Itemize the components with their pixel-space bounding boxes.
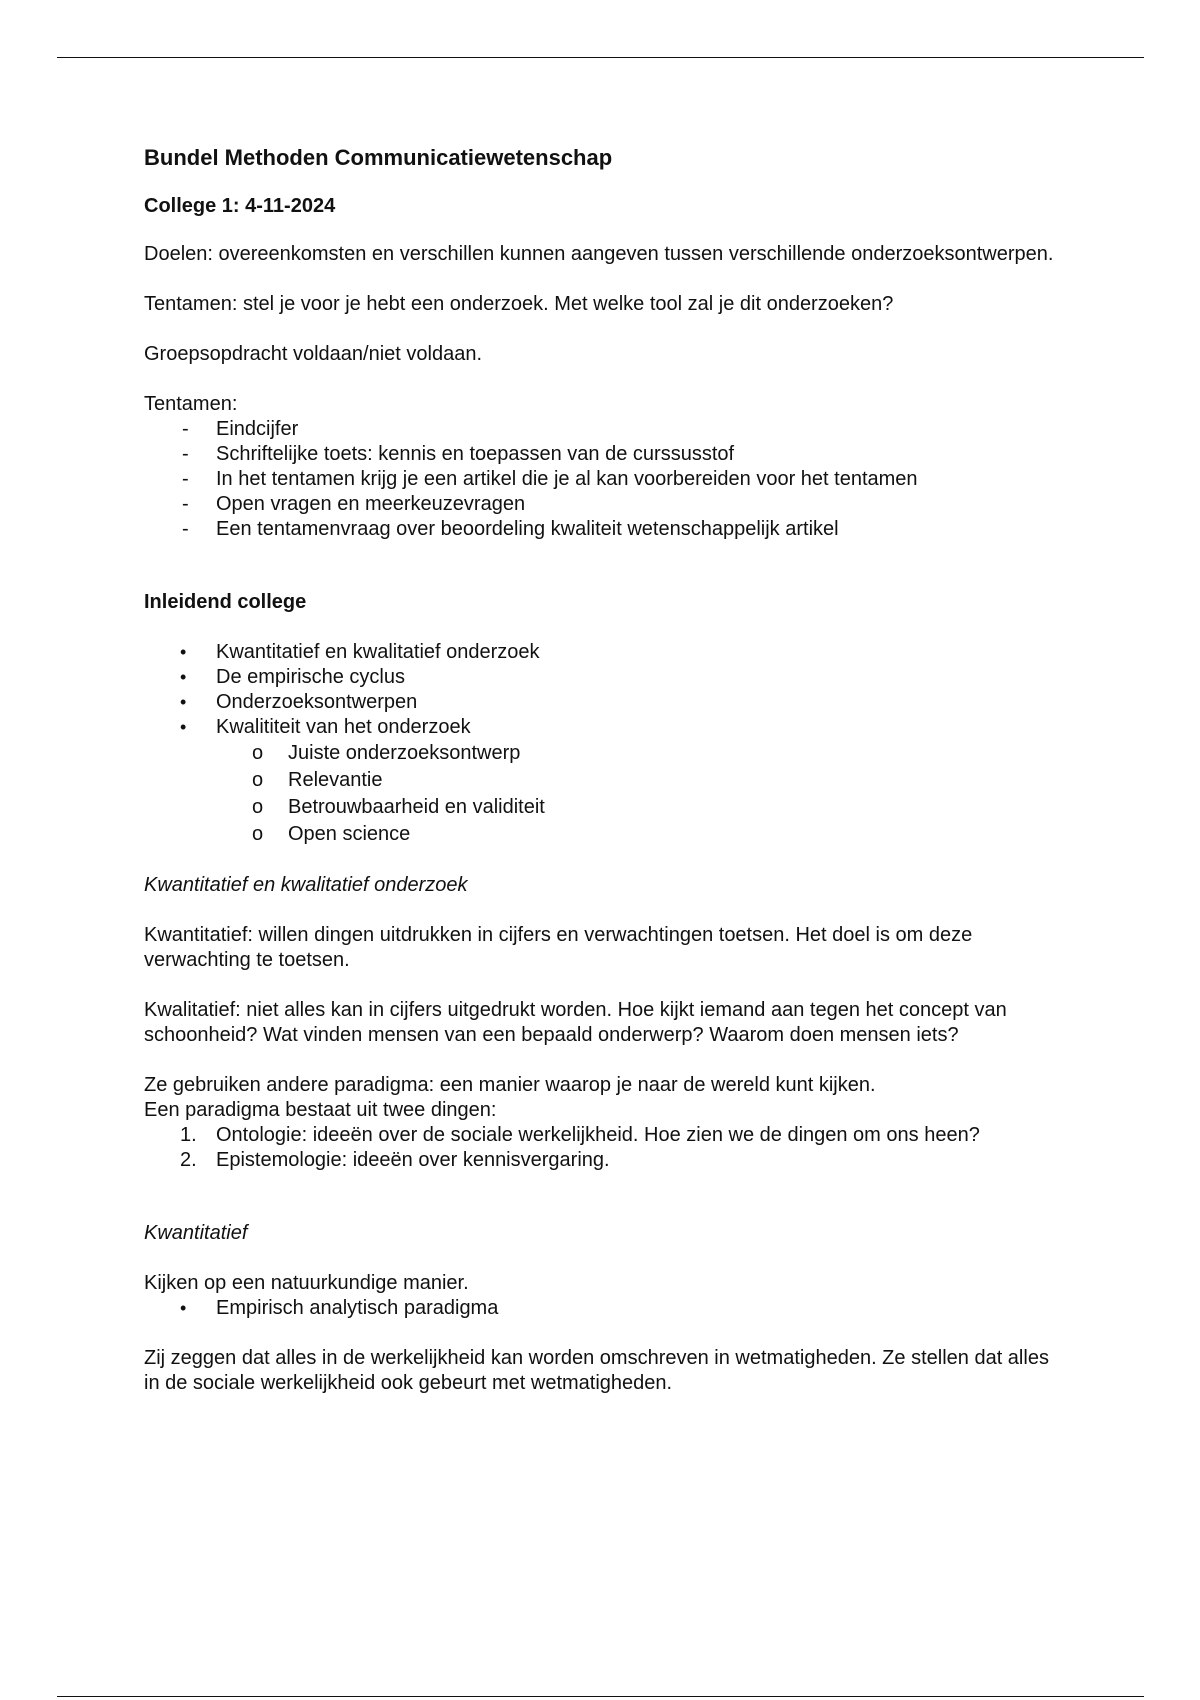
list-item: - Eindcijfer (182, 418, 299, 440)
number-marker: 2. (180, 1149, 197, 1171)
list-item: • Empirisch analytisch paradigma (180, 1297, 499, 1319)
doelen-paragraph: Doelen: overeenkomsten en verschillen kunnen aangeven tussen verschillende onderzoeksontwerpen. (144, 243, 1054, 265)
list-item: • Kwalititeit van het onderzoek (180, 716, 471, 738)
document-body (144, 144, 1064, 1421)
dash-marker: - (182, 418, 189, 440)
college-heading: College 1: 4-11-2024 (144, 195, 336, 217)
natuurkundig-line: Kijken op een natuurkundige manier. (144, 1272, 469, 1294)
list-item: • Kwantitatief en kwalitatief onderzoek (180, 641, 540, 663)
bullet-marker: • (180, 667, 187, 687)
footer-rule (57, 1696, 1144, 1697)
list-item: - Schriftelijke toets: kennis en toepassen van de curssusstof (182, 443, 735, 465)
kwantitatief-paragraph: Kwantitatief: willen dingen uitdrukken in cijfers en verwachtingen toetsen. Het doel is om deze verwachting te toetsen. (144, 924, 973, 971)
paradigma-line-2: Een paradigma bestaat uit twee dingen: (144, 1099, 497, 1121)
list-item: o Juiste onderzoeksontwerp (144, 740, 1064, 767)
inleidend-list (144, 640, 1064, 740)
number-marker: 1. (180, 1124, 197, 1146)
list-item: o Betrouwbaarheid en validiteit (144, 794, 1064, 821)
header-rule (57, 57, 1144, 58)
sub-marker: o (252, 823, 264, 845)
list-item: • De empirische cyclus (180, 666, 405, 688)
list-item: - Een tentamenvraag over beoordeling kwaliteit wetenschappelijk artikel (182, 518, 839, 540)
sub-marker: o (252, 796, 264, 818)
wetmatigheden-paragraph: Zij zeggen dat alles in de werkelijkheid kan worden omschreven in wetmatigheden. Ze stellen dat alles in de sociale werkelijkheid ook gebeurt met wetmatigheden. (144, 1347, 1049, 1394)
tentamen-list (144, 417, 1064, 542)
paradigma-line-1: Ze gebruiken andere paradigma: een manier waarop je naar de wereld kunt kijken. (144, 1074, 876, 1096)
sub-marker: o (252, 742, 264, 764)
sub-marker: o (252, 769, 264, 791)
list-item: - In het tentamen krijg je een artikel die je al kan voorbereiden voor het tentamen (182, 468, 918, 490)
list-item: o Open science (144, 821, 1064, 848)
section-heading-kwantitatief: Kwantitatief (144, 1222, 248, 1244)
tentamen-intro-paragraph: Tentamen: stel je voor je hebt een onderzoek. Met welke tool zal je dit onderzoeken? (144, 293, 894, 315)
list-item: 1. Ontologie: ideeën over de sociale werkelijkheid. Hoe zien we de dingen om ons heen? (180, 1124, 980, 1146)
dash-marker: - (182, 468, 189, 490)
list-item: - Open vragen en meerkeuzevragen (182, 493, 526, 515)
kwalitatief-paragraph: Kwalitatief: niet alles kan in cijfers uitgedrukt worden. Hoe kijkt iemand aan tegen het concept van schoonheid? Wat vinden mensen van een bepaald onderwerp? Waarom doen mensen iets? (144, 999, 1007, 1046)
bullet-marker: • (180, 642, 187, 662)
list-item: • Onderzoeksontwerpen (180, 691, 418, 713)
bullet-marker: • (180, 1298, 187, 1318)
document-title: Bundel Methoden Communicatiewetenschap (144, 145, 613, 170)
list-item: o Relevantie (144, 767, 1064, 794)
bullet-marker: • (180, 692, 187, 712)
bullet-marker: • (180, 717, 187, 737)
dash-marker: - (182, 518, 189, 540)
dash-marker: - (182, 493, 189, 515)
tentamen-label: Tentamen: (144, 393, 238, 415)
section-heading-kwant-kwal: Kwantitatief en kwalitatief onderzoek (144, 874, 468, 896)
kwantitatief-list (144, 1296, 1064, 1321)
dash-marker: - (182, 443, 189, 465)
list-item: 2. Epistemologie: ideeën over kennisvergaring. (180, 1149, 610, 1171)
inleidend-heading: Inleidend college (144, 591, 307, 613)
kwaliteit-sublist (144, 740, 1064, 848)
groepsopdracht-paragraph: Groepsopdracht voldaan/niet voldaan. (144, 343, 483, 365)
paradigma-list (144, 1123, 1064, 1173)
